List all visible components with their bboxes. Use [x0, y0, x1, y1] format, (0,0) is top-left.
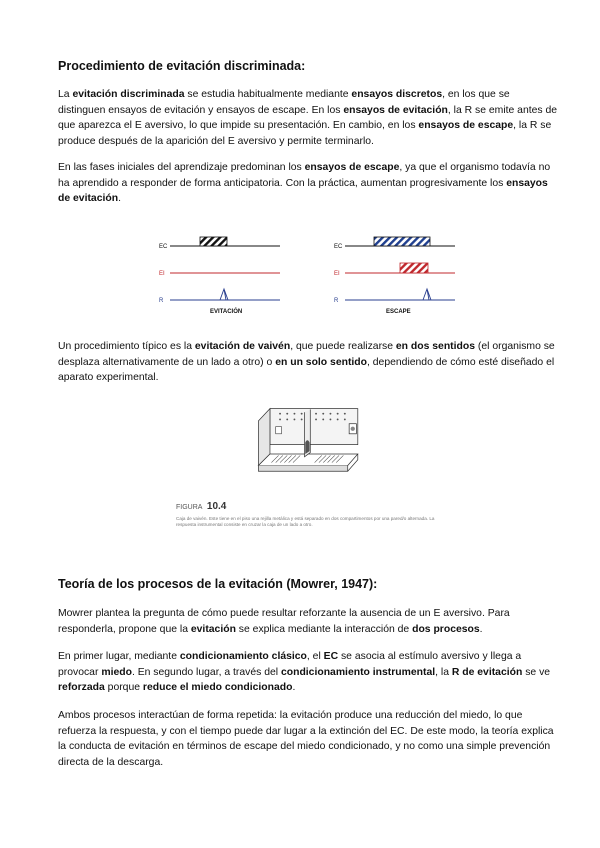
figure-number: 10.4: [206, 501, 227, 512]
ec-label-right: EC: [334, 244, 343, 250]
section-heading-discriminated-avoidance: Procedimiento de evitación discriminada:: [58, 59, 306, 73]
paragraph-two-processes: En primer lugar, mediante condicionamiento clásico, el EC se asocia al estímulo aversivo y llega a provocar miedo. En segundo lugar, a través del condicionamiento instrumental, la R de evitación se ve reforzada porque reduce el miedo condicionado.: [58, 651, 551, 693]
ec-label-left: EC: [159, 244, 168, 250]
section-heading-mowrer-theory: Teoría de los procesos de la evitación (Mowrer, 1947):: [58, 577, 378, 591]
paragraph-shuttle-avoidance: Un procedimiento típico es la evitación de vaivén, que puede realizarse en dos sentidos (el organismo se desplaza alternativamente de un lado a otro) o en un solo sentido, dependiendo de cómo esté diseñado el aparato experimental.: [58, 341, 555, 383]
ec-stimulus-left: [200, 237, 227, 246]
r-response-left: [220, 289, 228, 300]
figure-label: FIGURA: [176, 504, 203, 511]
ec-stimulus-right: [374, 237, 430, 246]
avoidance-escape-timing-diagram: [150, 228, 460, 320]
figure-caption: [176, 496, 446, 528]
evitacion-caption: EVITACIÓN: [210, 309, 243, 315]
figure-caption-text: Caja de vaivén. Este tiene en el piso una rejilla metálica y está separado en dos compartimentos por una pared/o alternada. La respuesta instrumental consiste en cruzar la caja de un lado a otro.: [176, 516, 435, 527]
paragraph-interaction: Ambos procesos interactúan de forma repetida: la evitación produce una reducción del miedo, lo que refuerza la respuesta, y con el tiempo puede dar lugar a la extinción del EC. De este modo, la teoría explica la conducta de evitación en términos de escape del miedo condicionado, y no como una simple prevención directa de la descarga.: [58, 710, 554, 768]
paragraph-discrete-trials: La evitación discriminada se estudia habitualmente mediante ensayos discretos, en los que se distinguen ensayos de evitación y ensayos de escape. En los ensayos de evitación, la R se emite antes de que aparezca el E aversivo, lo que impide su presentación. En cambio, en los ensayos de escape, la R se produce después de la aparición del E aversivo y permite terminarlo.: [58, 89, 558, 147]
shuttle-box-illustration: [176, 405, 446, 495]
r-label-right: R: [334, 298, 339, 304]
paragraph-mowrer-question: Mowrer plantea la pregunta de cómo puede resultar reforzante la ausencia de un E aversivo. Para responderla, propone que la evitación se explica mediante la interacción de dos procesos.: [58, 608, 510, 635]
escape-caption: ESCAPE: [386, 309, 411, 315]
ei-stimulus-right: [400, 263, 428, 273]
r-label-left: R: [159, 298, 164, 304]
paragraph-initial-phases: En las fases iniciales del aprendizaje predominan los ensayos de escape, ya que el organismo todavía no ha aprendido a responder de forma anticipatoria. Con la práctica, aumentan progresivamente los ensayos de evitación.: [58, 162, 551, 204]
ei-label-left: EI: [159, 271, 165, 277]
ei-label-right: EI: [334, 271, 340, 277]
r-response-right: [423, 289, 431, 300]
